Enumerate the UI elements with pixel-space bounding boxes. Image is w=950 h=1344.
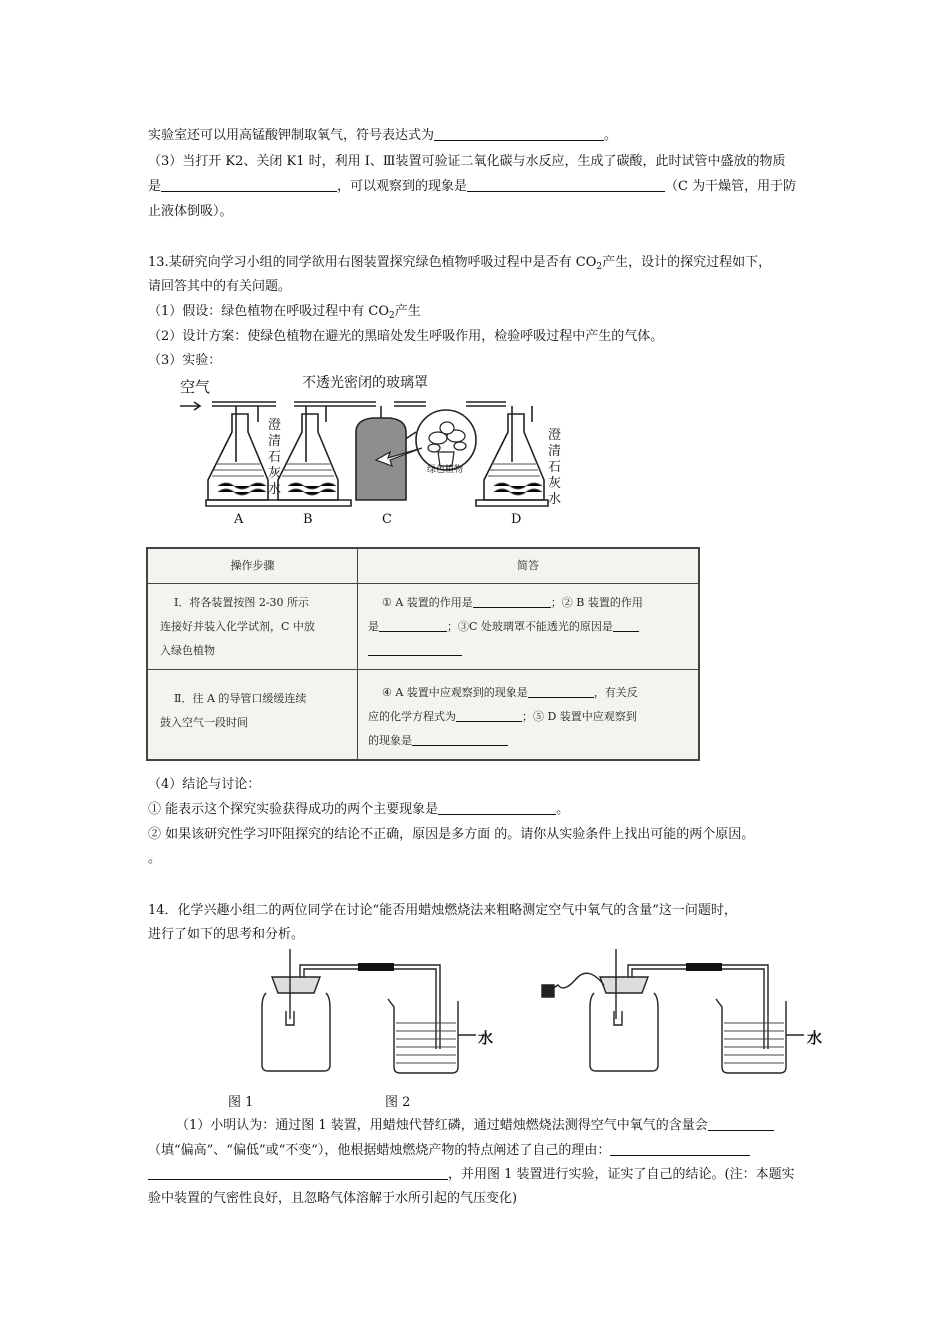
answer-row-2 <box>368 705 637 729</box>
step-1-line: 连接好并装入化学试剂，C 中放 <box>160 620 315 633</box>
candle-drawing <box>258 945 848 1080</box>
text: 是 <box>148 179 162 194</box>
text: 。 <box>604 128 618 143</box>
answer-row-1 <box>368 615 639 639</box>
answer-row-1 <box>382 591 643 615</box>
sub-question-line: 验中装置的气密性良好，且忽略气体溶解于水所引起的气压变化) <box>148 1191 518 1206</box>
conclusion-line <box>148 801 569 819</box>
sub-question-line <box>148 1166 795 1184</box>
label-d: D <box>511 512 522 527</box>
conclusion-heading: （4）结论与讨论： <box>148 777 261 792</box>
header-steps: 操作步骤 <box>230 559 275 572</box>
operation-table <box>146 547 700 761</box>
text: （1）假设：绿色植物在呼吸过程中有 CO <box>148 304 390 319</box>
answer-blank[interactable] <box>412 732 508 746</box>
answer-row-1 <box>368 639 462 663</box>
answer-blank[interactable] <box>368 642 462 656</box>
answer-blank[interactable] <box>473 594 551 608</box>
design-line: （2）设计方案：使绿色植物在避光的黑暗处发生呼吸作用，检验呼吸过程中产生的气体。 <box>148 329 664 344</box>
step-1-line: 入绿色植物 <box>160 644 215 657</box>
label-a: A <box>234 512 244 527</box>
plant-label: 绿色植物 <box>427 465 464 475</box>
candle-figures <box>258 945 848 1080</box>
figure-1-caption: 图 1 <box>228 1095 254 1110</box>
apparatus-figure <box>176 372 576 530</box>
answer-blank[interactable] <box>456 708 522 722</box>
subscript: 2 <box>596 262 603 272</box>
text-line: 止液体倒吸）。 <box>148 204 233 219</box>
figure-2-caption: 图 2 <box>385 1095 411 1110</box>
char: 水 <box>268 482 282 497</box>
step-1-line: Ⅰ．将各装置按图 2-30 所示 <box>174 596 310 609</box>
air-label: 空气 <box>180 378 211 396</box>
text: ，可以观察到的现象是 <box>337 179 468 194</box>
water-label-1: 水 <box>478 1029 494 1047</box>
answer-blank[interactable] <box>434 127 604 141</box>
text: 是 <box>368 620 379 633</box>
char: 清 <box>268 434 282 449</box>
text: ④ A 装置中应观察到的现象是 <box>382 686 528 699</box>
answer-blank[interactable] <box>467 178 665 192</box>
label-c: C <box>382 512 392 527</box>
char: 石 <box>548 460 562 475</box>
limewater-label-left <box>268 418 284 498</box>
answer-row-2 <box>368 729 508 753</box>
answer-blank[interactable] <box>148 1166 448 1180</box>
text: ；⑤ D 装置中应观察到 <box>522 710 637 723</box>
subscript: 2 <box>389 311 395 321</box>
limewater-label-right <box>548 428 564 508</box>
char: 澄 <box>268 418 282 433</box>
char: 石 <box>268 450 282 465</box>
answer-blank[interactable] <box>613 618 639 632</box>
answer-blank[interactable] <box>438 801 556 815</box>
header-answers: 简答 <box>517 559 539 572</box>
discussion-end: 。 <box>148 851 162 866</box>
answer-blank[interactable] <box>528 684 594 698</box>
cover-label: 不透光密闭的玻璃罩 <box>302 375 428 391</box>
text: 产生 <box>394 304 421 319</box>
char: 灰 <box>268 466 282 481</box>
sub-question-line <box>148 1142 750 1160</box>
question-14-stem: 14．化学兴趣小组二的两位同学在讨论“能否用蜡烛燃烧法来粗略测定空气中氧气的含量”这一问题时， <box>148 903 737 918</box>
hypothesis-line <box>148 303 421 325</box>
water-label-2: 水 <box>807 1029 823 1047</box>
text-line: 请回答其中的有关问题。 <box>148 279 292 294</box>
text: 。 <box>556 802 570 817</box>
text: 应的化学方程式为 <box>368 710 456 723</box>
answer-blank[interactable] <box>161 178 337 192</box>
step-2-line: Ⅱ．往 A 的导管口缓缓连续 <box>174 692 307 705</box>
sub-question-line <box>176 1117 774 1135</box>
char: 澄 <box>548 428 562 443</box>
text: ，有关反 <box>593 686 638 699</box>
text: 的现象是 <box>368 734 412 747</box>
char: 清 <box>548 444 562 459</box>
label-b: B <box>303 512 313 527</box>
text-line <box>148 178 796 196</box>
char: 水 <box>548 492 562 507</box>
text: （C 为干燥管，用于防 <box>665 179 797 194</box>
text-line: （3）当打开 K2、关闭 K1 时，利用 Ⅰ、Ⅲ装置可验证二氧化碳与水反应，生成了碳酸，此时试管中盛放的物质 <box>148 154 786 169</box>
text: 实验室还可以用高锰酸钾制取氧气，符号表达式为 <box>148 128 435 143</box>
step-2-line: 鼓入空气一段时间 <box>160 716 248 729</box>
answer-blank[interactable] <box>708 1117 774 1131</box>
text: ① 能表示这个探究实验获得成功的两个主要现象是 <box>148 802 439 817</box>
answer-blank[interactable] <box>610 1142 750 1156</box>
discussion-line: ② 如果该研究性学习吓阻探究的结论不正确，原因是多方面 的。请你从实验条件上找出可能的两个原因。 <box>148 827 755 842</box>
text-line <box>148 127 617 145</box>
text: （1）小明认为：通过图 1 装置，用蜡烛代替红磷，通过蜡烛燃烧法测得空气中氧气的含量会 <box>176 1118 708 1133</box>
text: 13.某研究向学习小组的同学欲用右图装置探究绿色植物呼吸过程中是否有 CO <box>148 255 597 270</box>
answer-row-2 <box>382 681 638 705</box>
question-13-stem <box>148 254 771 276</box>
text: （填“偏高”、“偏低”或“不变”），他根据蜡烛燃烧产物的特点阐述了自己的理由： <box>148 1143 611 1158</box>
experiment-line: （3）实验： <box>148 353 222 368</box>
text: ；③C 处玻璃罩不能透光的原因是 <box>447 620 613 633</box>
text: ，并用图 1 装置进行实验，证实了自己的结论。(注：本题实 <box>448 1167 795 1182</box>
question-14-stem: 进行了如下的思考和分析。 <box>148 927 305 942</box>
text: ① A 装置的作用是 <box>382 596 473 609</box>
char: 灰 <box>548 476 562 491</box>
apparatus-drawing <box>176 372 576 530</box>
text: 产生，设计的探究过程如下， <box>602 255 772 270</box>
answer-blank[interactable] <box>379 618 447 632</box>
text: ；② B 装置的作用 <box>550 596 643 609</box>
